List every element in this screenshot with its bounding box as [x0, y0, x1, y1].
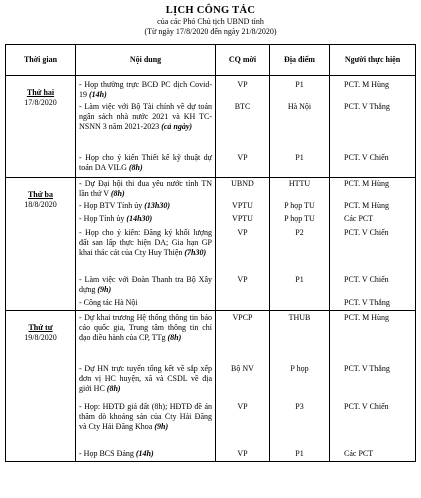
item-person: PCT. M Hùng [344, 179, 389, 188]
item-slot [330, 297, 415, 310]
item-person: PCT. M Hùng [344, 201, 389, 210]
item-slot [216, 226, 269, 270]
item-org: BTC [234, 102, 251, 111]
item-time-note: (13h30) [144, 201, 171, 210]
date-range: (Từ ngày 17/8/2020 đến ngày 21/8/2020) [144, 27, 277, 36]
schedule-item [76, 270, 215, 297]
item-location: P họp [290, 364, 309, 373]
item-person: PCT. V Chiến [344, 402, 389, 411]
item-time-note: (8h) [110, 189, 125, 198]
schedule-item [76, 311, 215, 361]
day-date: 17/8/2020 [24, 98, 57, 107]
item-text: - Họp: HĐTĐ giá đất (8h); HĐTĐ đề án thăm dò khoáng sản của Cty Hải Đăng và Cty Hải Đăng Khoa [79, 402, 212, 431]
item-person: Các PCT [344, 214, 374, 223]
content-cell [76, 76, 216, 178]
item-person: Các PCT [344, 449, 374, 458]
schedule-item [76, 150, 215, 177]
schedule-body [6, 76, 416, 462]
item-slot [330, 178, 415, 199]
item-time-note: (8h) [128, 163, 143, 172]
loc-cell [270, 76, 330, 178]
item-slot [216, 150, 269, 177]
item-slot [216, 446, 269, 461]
item-location: P1 [295, 449, 304, 458]
org-cell [216, 76, 270, 178]
schedule-item [76, 76, 215, 100]
item-slot [216, 361, 269, 400]
col-header-content: Nội dung [76, 45, 216, 76]
item-location: P3 [295, 402, 304, 411]
item-slot [330, 199, 415, 213]
col-header-org: CQ mời [216, 45, 270, 76]
item-person: PCT. M Hùng [344, 80, 389, 89]
table-header-row [6, 45, 416, 76]
item-slot [216, 199, 269, 213]
day-cell [6, 311, 76, 462]
who-cell [330, 311, 416, 462]
item-org: VPCP [232, 313, 253, 322]
item-text: - Họp thường trực BCĐ PC dịch Covid-19 [79, 80, 212, 99]
item-slot [270, 178, 329, 199]
item-slot [330, 226, 415, 270]
item-time-note: (cả ngày) [161, 122, 193, 131]
col-header-time: Thời gian [6, 45, 76, 76]
item-org: UBND [231, 179, 254, 188]
table-row [6, 311, 416, 462]
item-org: Bộ NV [231, 364, 254, 373]
item-location: P1 [295, 153, 304, 162]
item-text: - Họp BCS Đảng [79, 449, 134, 458]
item-slot [216, 100, 269, 150]
item-text: - Họp BTV Tỉnh ủy [79, 201, 143, 210]
item-time-note: (14h30) [126, 214, 153, 223]
item-org: VP [237, 228, 248, 237]
day-cell [6, 178, 76, 311]
item-time-note: (9h) [97, 285, 112, 294]
item-text: - Họp cho ý kiến: Đăng ký khối lượng đất san lấp thực hiện DA; Gia hạn GP khai thác cát của Cty Huy Thiện [79, 228, 212, 257]
item-location: HTTU [288, 179, 311, 188]
item-text: - Công tác Hà Nội [79, 298, 138, 307]
item-location: P2 [295, 228, 304, 237]
day-date: 18/8/2020 [24, 200, 57, 209]
item-slot [216, 178, 269, 199]
item-person: PCT. V Chiến [344, 228, 389, 237]
item-slot [270, 446, 329, 461]
item-slot [270, 361, 329, 400]
table-row [6, 76, 416, 178]
item-person: PCT. V Thắng [344, 364, 390, 373]
item-person: PCT. V Chiến [344, 275, 389, 284]
schedule-item [76, 297, 215, 310]
loc-cell [270, 311, 330, 462]
table-row [6, 178, 416, 311]
item-text: - Họp cho ý kiến Thiết kế kỹ thuật dự toán DA VILG [79, 153, 212, 172]
item-org: VP [237, 275, 248, 284]
day-date: 19/8/2020 [24, 333, 57, 342]
item-person: PCT. V Thắng [344, 102, 390, 111]
item-org: VP [237, 449, 248, 458]
loc-cell [270, 178, 330, 311]
item-slot [270, 76, 329, 100]
schedule-item [76, 226, 215, 270]
item-slot [216, 297, 269, 310]
item-person: PCT. V Thắng [344, 298, 390, 307]
day-cell [6, 76, 76, 178]
schedule-item [76, 199, 215, 213]
schedule-item [76, 400, 215, 446]
day-name: Thứ ba [27, 190, 54, 199]
item-slot [270, 150, 329, 177]
item-location: P họp TU [284, 214, 315, 223]
item-org: VP [237, 80, 248, 89]
item-slot [270, 199, 329, 213]
item-org: VP [237, 402, 248, 411]
schedule-table [5, 44, 416, 462]
item-slot [330, 150, 415, 177]
schedule-item [76, 100, 215, 150]
item-slot [270, 270, 329, 297]
item-slot [270, 213, 329, 226]
item-slot [270, 226, 329, 270]
item-text: - Dự Đại hội thi đua yêu nước tỉnh TN lần thứ V [79, 179, 212, 198]
item-slot [270, 400, 329, 446]
col-header-person: Người thực hiện [330, 45, 416, 76]
item-org: VP [237, 153, 248, 162]
item-time-note: (8h) [106, 384, 121, 393]
item-text: - Làm việc với Đoàn Thanh tra Bộ Xây dựng [79, 275, 212, 294]
col-header-location: Địa điểm [270, 45, 330, 76]
day-name: Thứ hai [26, 88, 55, 97]
page-subtitle: của các Phó Chủ tịch UBND tỉnh [157, 17, 264, 26]
item-time-note: (14h) [135, 449, 154, 458]
item-time-note: (7h30) [184, 248, 207, 257]
item-person: PCT. V Chiến [344, 153, 389, 162]
item-location: THUB [288, 313, 311, 322]
content-cell [76, 311, 216, 462]
item-slot [330, 400, 415, 446]
item-text: - Làm việc với Bộ Tài chính về dự toán ngân sách nhà nước 2021 và KH TC-NSNN 3 năm 2021-2023 [79, 102, 212, 131]
item-text: - Dự HN trực tuyến tổng kết về sắp xếp đơn vị HC huyện, xã và CSDL về địa giới HC [79, 364, 212, 393]
item-slot [270, 297, 329, 310]
item-slot [330, 76, 415, 100]
item-slot [216, 213, 269, 226]
item-slot [216, 270, 269, 297]
schedule-item [76, 213, 215, 226]
item-slot [270, 100, 329, 150]
item-time-note: (14h) [89, 90, 107, 99]
org-cell [216, 311, 270, 462]
item-text: - Họp Tỉnh ủy [79, 214, 125, 223]
item-org: VPTU [232, 201, 253, 210]
item-time-note: (8h) [167, 333, 182, 342]
page-title: LỊCH CÔNG TÁC [165, 5, 256, 16]
item-org: VPTU [232, 214, 253, 223]
who-cell [330, 178, 416, 311]
item-location: P họp TU [284, 201, 315, 210]
item-slot [330, 361, 415, 400]
item-slot [330, 311, 415, 361]
day-name: Thứ tư [28, 323, 53, 332]
content-cell [76, 178, 216, 311]
item-slot [330, 100, 415, 150]
item-location: Hà Nội [287, 102, 312, 111]
item-text: - Dự khai trương Hệ thống thông tin báo cáo quốc gia, Trung tâm thông tin chỉ đạo điều hành của CP, TTg [79, 313, 212, 342]
item-slot [330, 270, 415, 297]
item-slot [216, 400, 269, 446]
item-slot [216, 76, 269, 100]
schedule-item [76, 361, 215, 400]
org-cell [216, 178, 270, 311]
item-slot [330, 213, 415, 226]
item-slot [270, 311, 329, 361]
schedule-item [76, 178, 215, 199]
item-slot [216, 311, 269, 361]
who-cell [330, 76, 416, 178]
item-location: P1 [295, 80, 304, 89]
item-person: PCT. M Hùng [344, 313, 389, 322]
schedule-item [76, 446, 215, 461]
item-time-note: (9h) [154, 422, 169, 431]
item-slot [330, 446, 415, 461]
item-location: P1 [295, 275, 304, 284]
